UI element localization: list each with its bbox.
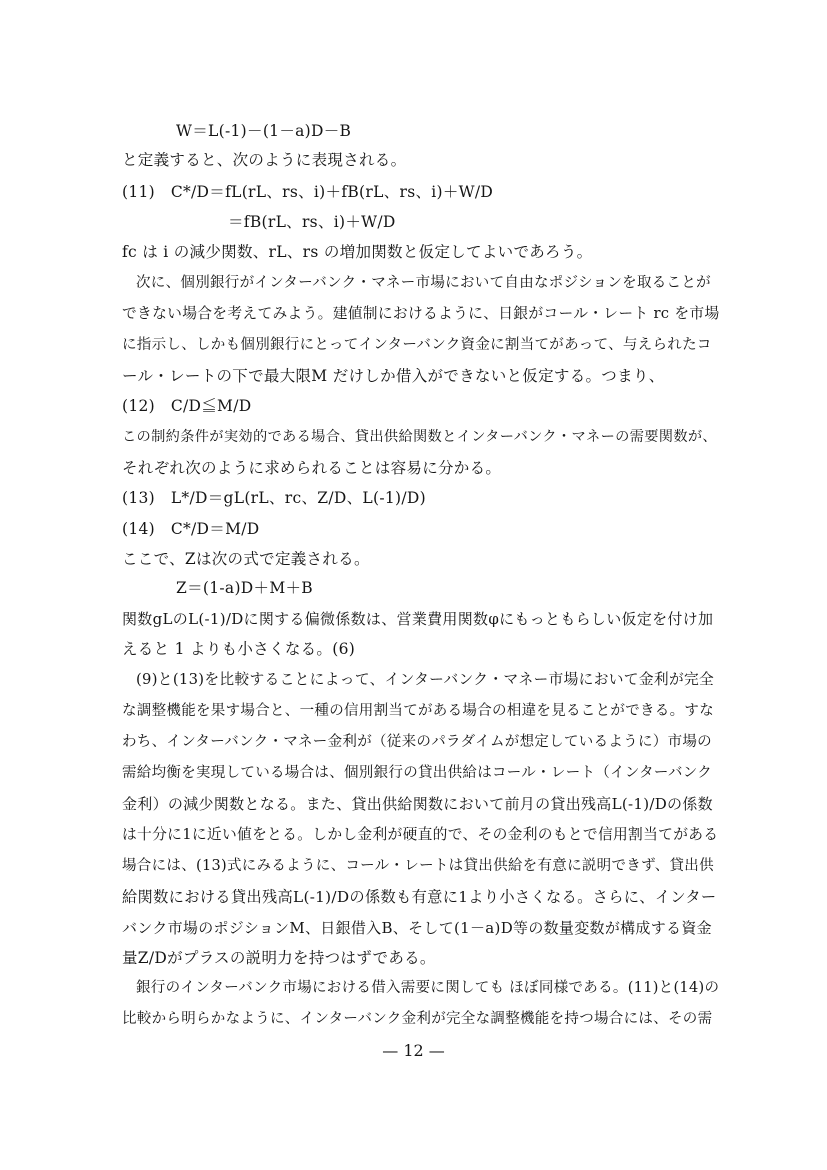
equation-z-definition: Z＝(1-a)D＋M＋B — [176, 579, 313, 597]
equation-14: (14) C*/D＝M/D — [122, 520, 260, 538]
paragraph-start-line: 次に、個別銀行がインターバンク・マネー市場において自由なポジションを取ることが — [136, 275, 711, 291]
page-number: — 12 — — [382, 1041, 445, 1060]
equation-13: (13) L*/D＝gL(rL、rc、Z/D、L(-1)/D) — [122, 489, 426, 507]
body-text-line: は十分に1に近い値をとる。しかし金利が硬直的で、その金利のもとで信用割当てがある — [122, 826, 719, 843]
body-text-line: 金利）の減少関数となる。また、貸出供給関数において前月の貸出残高L(-1)/Dの係数 — [122, 795, 713, 813]
body-text-line: バンク市場のポジションM、日銀借入B、そして(1－a)D等の数量変数が構成する資金 — [122, 919, 712, 937]
equation-11: (11) C*/D＝fL(rL、rs、i)＋fB(rL、rs、i)＋W/D — [122, 183, 494, 201]
equation-12: (12) C/D≦M/D — [122, 397, 252, 415]
body-text-line-footnote: えると 1 よりも小さくなる。(6) — [122, 640, 356, 658]
body-text-line: 関数gLのL(-1)/Dに関する偏微係数は、営業費用関数φにもっともらしい仮定を付け加 — [122, 610, 714, 628]
body-text-line: 需給均衡を実現している場合は、個別銀行の貸出供給はコール・レート（インターバンク — [122, 765, 713, 781]
body-text-line: 給関数における貸出残高L(-1)/Dの係数も有意に1より小さくなる。さらに、インター — [122, 888, 717, 906]
paragraph-start-line: (9)と(13)を比較することによって、インターバンク・マネー市場において金利が完全 — [136, 671, 715, 688]
body-text-line: ール・レートの下で最大限M だけしか借入ができないと仮定する。つまり、 — [122, 367, 665, 385]
body-text-line: この制約条件が実効的である場合、貸出供給関数とインターバンク・マネーの需要関数が、 — [122, 429, 717, 445]
body-text-line: わち、インターバンク・マネー金利が（従来のパラダイムが想定しているように）市場の — [122, 734, 712, 750]
body-text-line: 量Z/Dがプラスの説明力を持つはずである。 — [122, 949, 436, 967]
body-text-line: ここで、Zは次の式で定義される。 — [122, 550, 370, 568]
paragraph-start-line: 銀行のインターバンク市場における借入需要に関しても ほぼ同様である。(11)と(14)の — [136, 980, 720, 996]
body-text-line: fc は i の減少関数、rL、rs の増加関数と仮定してよいであろう。 — [122, 243, 593, 261]
body-text-line: 比較から明らかなように、インターバンク金利が完全な調整機能を持つ場合には、その需 — [122, 1011, 713, 1027]
equation-11-continued: ＝fB(rL、rs、i)＋W/D — [228, 213, 396, 231]
body-text-line: それぞれ次のように求められることは容易に分かる。 — [122, 459, 502, 477]
body-text-line: に指示し、しかも個別銀行にとってインターバンク資金に割当てがあって、与えられたコ — [122, 337, 712, 353]
equation-w-definition: W＝L(-1)－(1－a)D－B — [176, 122, 352, 140]
body-text-line: な調整機能を果す場合と、一種の信用割当てがある場合の相違を見ることができる。すな — [122, 703, 714, 719]
body-text-line: 場合には、(13)式にみるように、コール・レートは貸出供給を有意に説明できず、貸出供 — [122, 858, 714, 874]
body-text-line: と定義すると、次のように表現される。 — [122, 151, 407, 169]
body-text-line: できない場合を考えてみよう。建値制におけるように、日銀がコール・レート rc を市場 — [122, 305, 720, 322]
